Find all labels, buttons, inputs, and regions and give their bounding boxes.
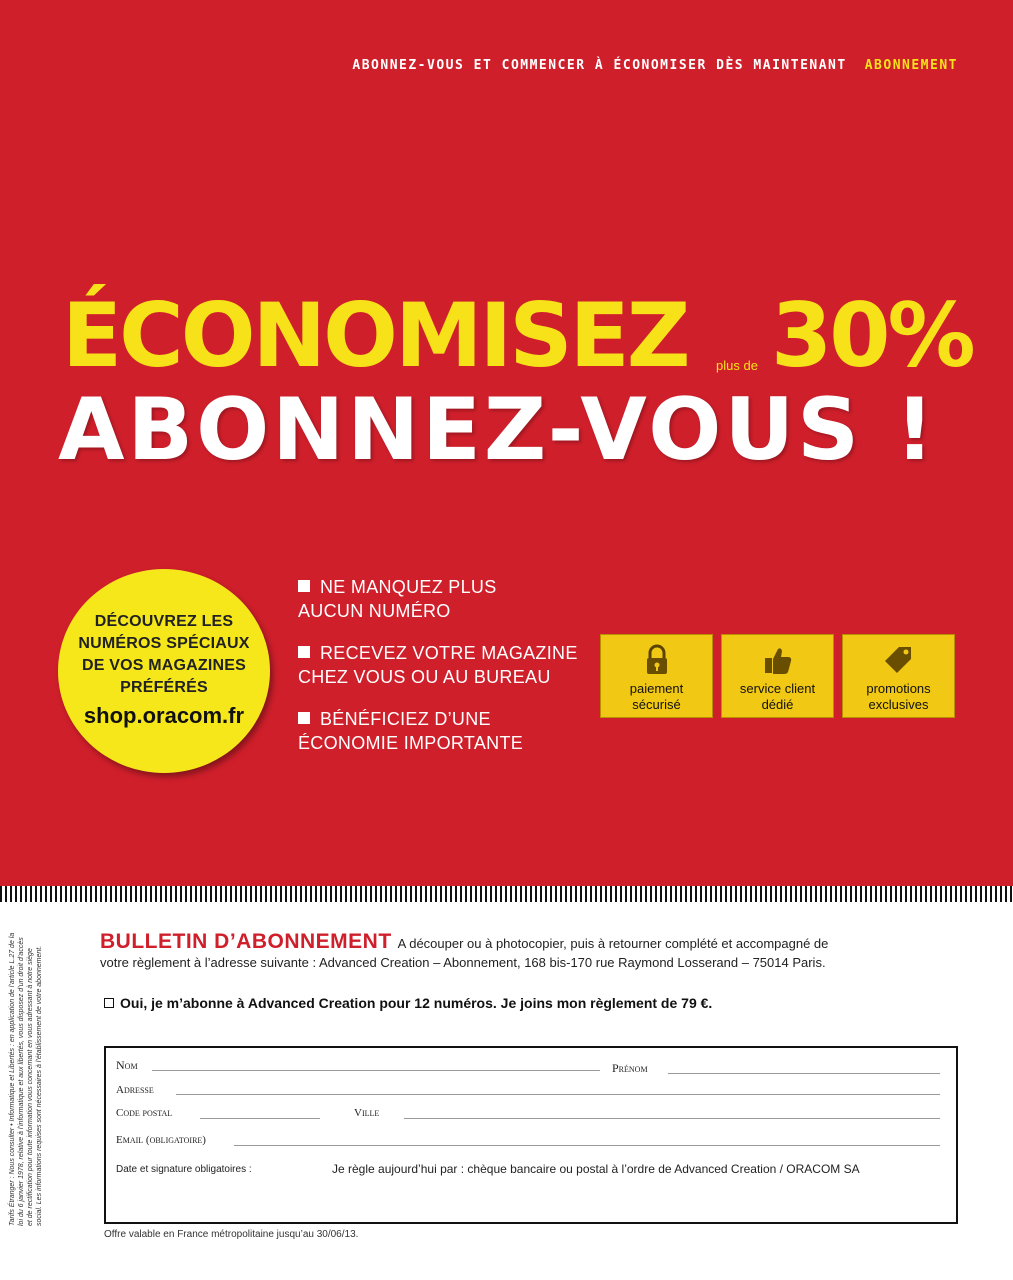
offer-checkbox[interactable] (104, 998, 114, 1008)
nom-label: Nom (116, 1058, 138, 1072)
benefit-item (298, 707, 598, 755)
shop-url-link[interactable]: shop.oracom.fr (83, 703, 245, 728)
headline-economisez (62, 286, 982, 386)
prenom-label: Prénom (612, 1061, 648, 1075)
badge-label: service client dédié (739, 681, 816, 712)
code-postal-field[interactable] (200, 1118, 320, 1119)
price-tag-icon (882, 643, 916, 677)
nom-field[interactable] (152, 1070, 600, 1071)
padlock-icon (640, 643, 674, 677)
bulletin-address: votre règlement à l’adresse suivante : Advanced Creation – Abonnement, 168 bis-170 rue Raymond Losserand – 75014 Paris. (100, 955, 826, 970)
bulletin-instructions: A découper ou à photocopier, puis à retourner complété et accompagné de (397, 936, 829, 951)
code-postal-label: Code postal (116, 1107, 173, 1119)
headline-small-text: plus de (716, 358, 758, 373)
benefit-item (298, 641, 598, 689)
offer-text: Oui, je m’abonne à Advanced Creation pour 12 numéros. Je joins mon règlement de 79 €. (120, 995, 713, 1011)
circle-text-line: PRÉFÉRÉS (120, 679, 208, 696)
circle-text-line: DE VOS MAGAZINES (81, 657, 247, 674)
circle-text-line: NUMÉROS SPÉCIAUX (78, 635, 250, 652)
legal-notice: Tarifs Étranger : Nous consulter • Informatique et Libertés : en application de l’article L.27 de la loi du 6 janvier 1978, relative à l’informatique et aux libertés, vous disposez d’un droit d’accès et de rectification pour toute information vous concernant en vous adressant à notre siège social. Les informations requises sont nécessaires à l’établissement de votre abonnement. (9, 932, 43, 1226)
badge-promotions (842, 634, 955, 718)
subscription-form (104, 1046, 958, 1224)
bullet-square-icon (298, 580, 310, 592)
benefit-line: RECEVEZ VOTRE MAGAZINE (320, 643, 578, 663)
headline-percent: 30% (771, 284, 973, 387)
subscription-offer (104, 995, 712, 1011)
cut-line (0, 886, 1013, 902)
circle-text-line: DÉCOUVREZ LES (94, 613, 234, 630)
badge-label: paiement sécurisé (629, 681, 684, 712)
benefits-list (298, 575, 598, 773)
section-label: ABONNEMENT (864, 58, 958, 73)
headline-abonnez: ABONNEZ-VOUS ! (58, 380, 938, 480)
payment-method-text: Je règle aujourd’hui par : chèque bancaire ou postal à l’ordre de Advanced Creation / ORACOM SA (332, 1162, 860, 1176)
benefit-line: NE MANQUEZ PLUS (320, 577, 497, 597)
offer-validity: Offre valable en France métropolitaine jusqu’au 30/06/13. (104, 1229, 359, 1240)
benefit-line: AUCUN NUMÉRO (298, 601, 451, 621)
top-banner (352, 58, 958, 73)
benefit-line: BÉNÉFICIEZ D’UNE (320, 709, 491, 729)
bullet-square-icon (298, 646, 310, 658)
feature-badges (600, 634, 955, 718)
signature-label: Date et signature obligatoires : (116, 1164, 252, 1175)
adresse-label: Adresse (116, 1084, 154, 1096)
prenom-field[interactable] (668, 1073, 940, 1074)
benefit-item (298, 575, 598, 623)
adresse-field[interactable] (176, 1094, 940, 1095)
bullet-square-icon (298, 712, 310, 724)
badge-customer-service (721, 634, 834, 718)
bulletin-title: BULLETIN D’ABONNEMENT (100, 930, 392, 953)
thumbs-up-icon (761, 643, 795, 677)
badge-secure-payment (600, 634, 713, 718)
email-label: Email (obligatoire) (116, 1134, 206, 1146)
ville-field[interactable] (404, 1118, 940, 1119)
top-tagline: ABONNEZ-VOUS ET COMMENCER À ÉCONOMISER DÈS MAINTENANT (352, 58, 847, 73)
shop-circle (58, 569, 270, 773)
bulletin-header (100, 930, 970, 970)
badge-label: promotions exclusives (866, 681, 931, 712)
email-field[interactable] (234, 1145, 940, 1146)
benefit-line: ÉCONOMIE IMPORTANTE (298, 733, 524, 753)
benefit-line: CHEZ VOUS OU AU BUREAU (298, 667, 551, 687)
headline-word: ÉCONOMISEZ (62, 284, 688, 387)
ville-label: Ville (354, 1107, 380, 1119)
